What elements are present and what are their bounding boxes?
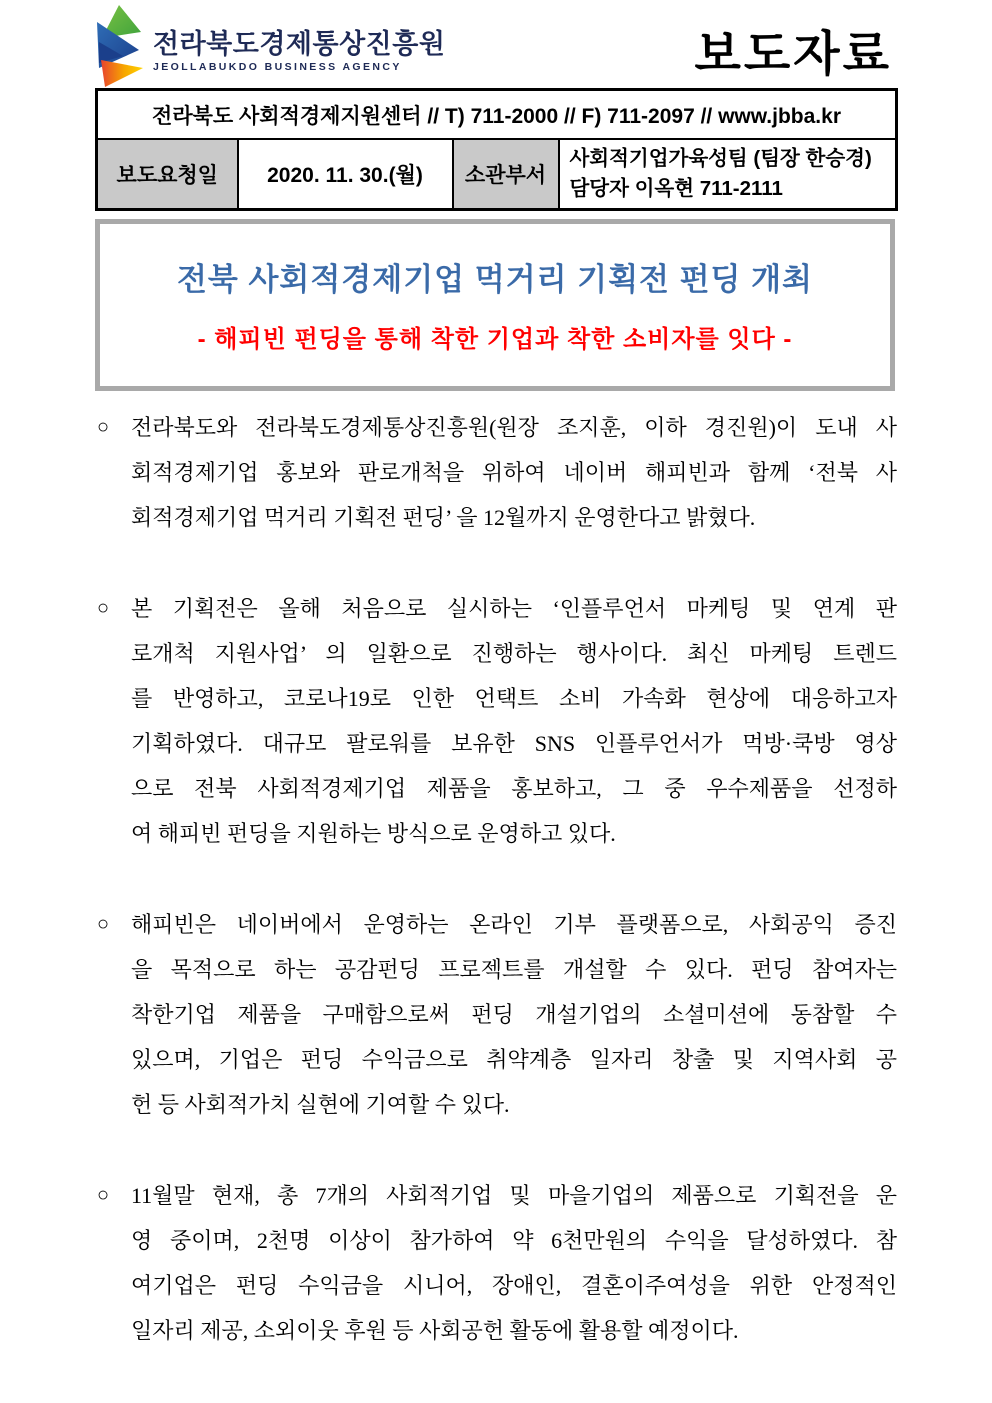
body-paragraph: [97, 586, 897, 856]
info-row: [97, 139, 897, 210]
press-subtitle: - 해피빈 펀딩을 통해 착한 기업과 착한 소비자를 잇다 -: [197, 326, 793, 353]
paragraph-line: 영 중이며, 2천명 이상이 참가하여 약 6천만원의 수익을 달성하였다. 참: [131, 1228, 897, 1253]
paragraph-line: 으로 전북 사회적경제기업 제품을 홍보하고, 그 중 우수제품을 선정하: [131, 776, 897, 801]
paragraph-line: 여기업은 펀딩 수익금을 시니어, 장애인, 결혼이주여성을 위한 안정적인: [131, 1273, 897, 1298]
department-contact: 담당자 이옥현 711-2111: [569, 177, 783, 200]
document-type-title: 보도자료: [694, 28, 892, 81]
paragraph-bullet-icon: ○: [97, 1184, 110, 1206]
department-cell: [559, 139, 897, 210]
paragraph-line: 을 목적으로 하는 공감펀딩 프로젝트를 개설할 수 있다. 펀딩 참여자는: [131, 957, 897, 982]
agency-logo-mark-icon: [90, 5, 144, 87]
header: [0, 0, 992, 88]
agency-logo: [90, 5, 445, 87]
paragraph-line: 있으며, 기업은 펀딩 수익금으로 취약계층 일자리 창출 및 지역사회 공: [131, 1047, 897, 1072]
paragraph-line: 헌 등 사회적가치 실현에 기여할 수 있다.: [131, 1092, 510, 1117]
request-date-value: 2020. 11. 30.(월): [238, 139, 453, 210]
paragraph-bullet-icon: ○: [97, 597, 110, 619]
request-date-label: 보도요청일: [97, 139, 238, 210]
body-paragraph: [97, 405, 897, 540]
paragraph-line: 회적경제기업 홍보와 판로개척을 위하여 네이버 해피빈과 함께 ‘전북 사: [131, 460, 897, 485]
paragraph-line: 기획하였다. 대규모 팔로워를 보유한 SNS 인플루언서가 먹방·쿡방 영상: [131, 731, 897, 756]
paragraph-line: 여 해피빈 펀딩을 지원하는 방식으로 운영하고 있다.: [131, 821, 616, 846]
paragraph-line: 11월말 현재, 총 7개의 사회적기업 및 마을기업의 제품으로 기획전을 운: [131, 1183, 897, 1208]
department-team: 사회적기업가육성팀 (팀장 한승경): [569, 147, 872, 170]
press-body: [97, 405, 897, 1353]
title-box: [95, 219, 895, 391]
paragraph-line: 전라북도와 전라북도경제통상진흥원(원장 조지훈, 이하 경진원)이 도내 사: [131, 415, 897, 440]
paragraph-line: 일자리 제공, 소외이웃 후원 등 사회공헌 활동에 활용할 예정이다.: [131, 1318, 739, 1343]
contact-bar: 전라북도 사회적경제지원센터 // T) 711-2000 // F) 711-2097 // www.jbba.kr: [97, 90, 897, 140]
agency-logo-text: [153, 19, 445, 73]
body-paragraph: [97, 902, 897, 1127]
agency-name-korean: 전라북도경제통상진흥원: [153, 29, 446, 59]
paragraph-line: 를 반영하고, 코로나19로 인한 언택트 소비 가속화 현상에 대응하고자: [131, 686, 897, 711]
paragraph-bullet-icon: ○: [97, 416, 110, 438]
body-paragraph: [97, 1173, 897, 1353]
paragraph-bullet-icon: ○: [97, 913, 110, 935]
contact-row: [97, 90, 897, 140]
agency-name-english: JEOLLABUKDO BUSINESS AGENCY: [153, 61, 402, 73]
press-info-table: [95, 88, 898, 211]
press-title: 전북 사회적경제기업 먹거리 기획전 펀딩 개최: [176, 262, 814, 297]
department-label: 소관부서: [453, 139, 559, 210]
paragraph-line: 해피빈은 네이버에서 운영하는 온라인 기부 플랫폼으로, 사회공익 증진: [131, 912, 897, 937]
paragraph-line: 본 기획전은 올해 처음으로 실시하는 ‘인플루언서 마케팅 및 연계 판: [131, 596, 897, 621]
paragraph-line: 착한기업 제품을 구매함으로써 펀딩 개설기업의 소셜미션에 동참할 수: [131, 1002, 897, 1027]
paragraph-line: 회적경제기업 먹거리 기획전 펀딩’ 을 12월까지 운영한다고 밝혔다.: [131, 505, 756, 530]
paragraph-line: 로개척 지원사업’ 의 일환으로 진행하는 행사이다. 최신 마케팅 트렌드: [131, 641, 897, 666]
